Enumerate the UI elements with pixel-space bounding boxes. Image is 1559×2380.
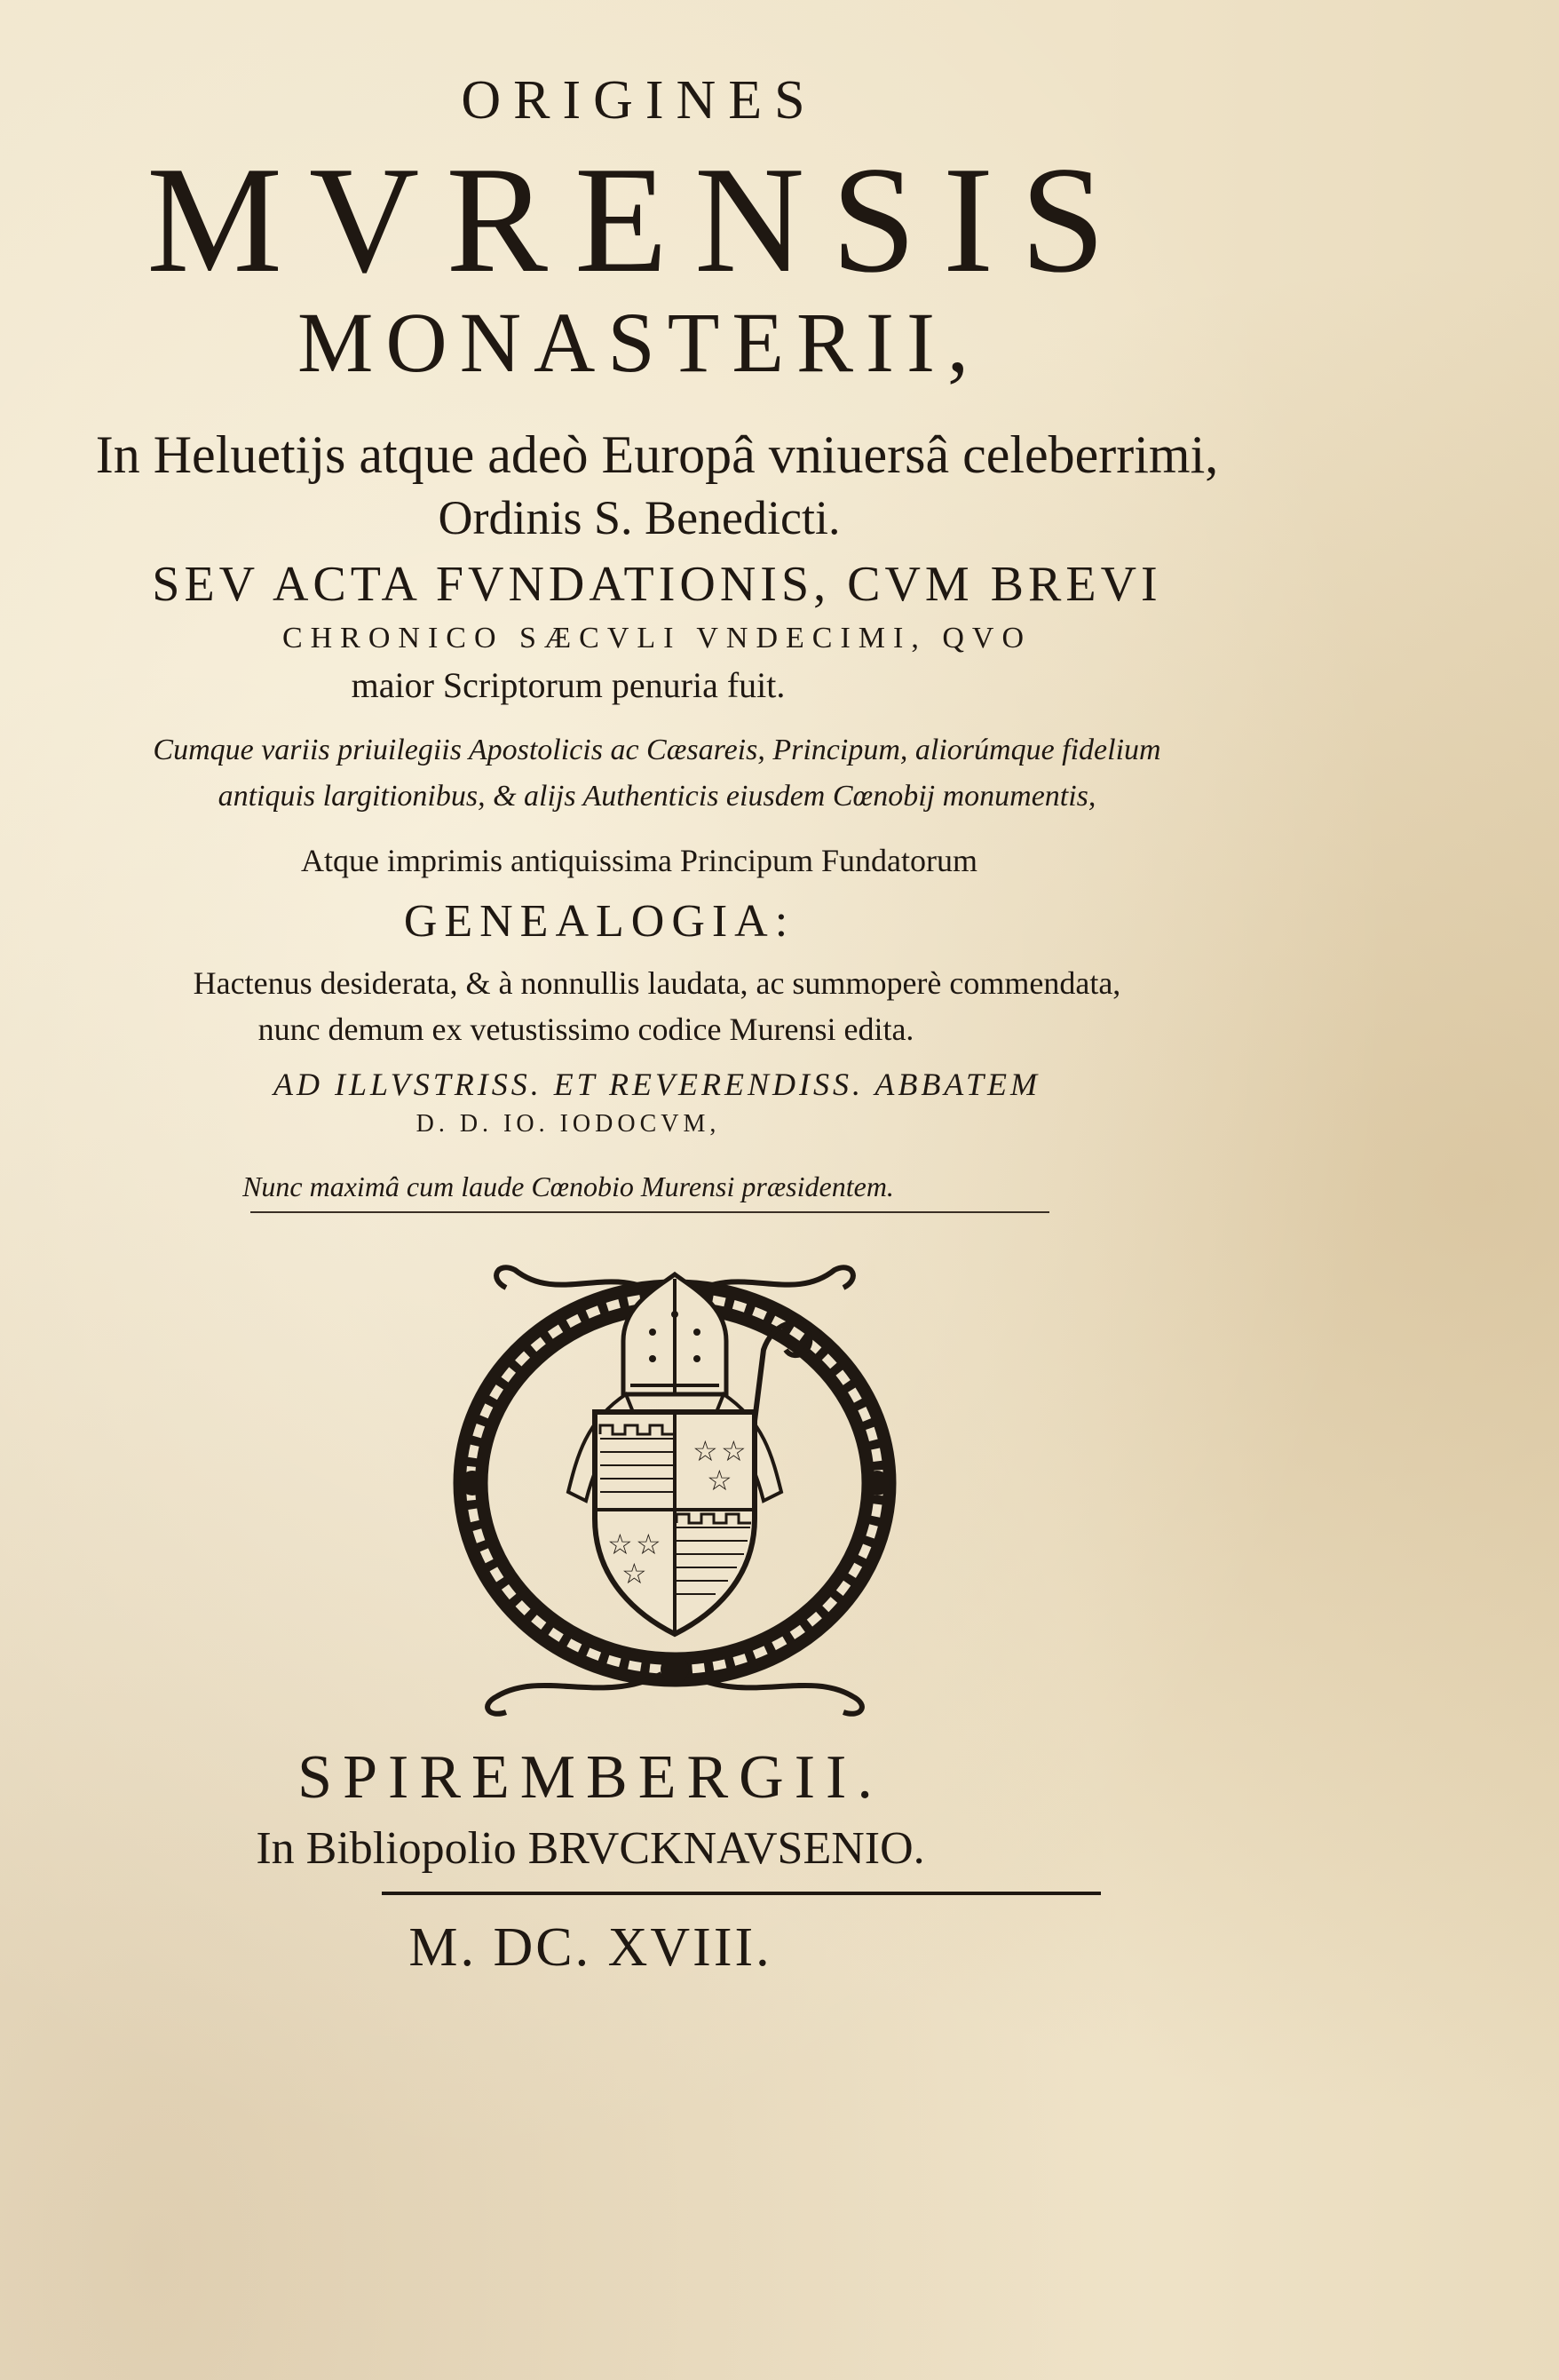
- dedicatee-name: D. D. IO. IODOCVM,: [415, 1110, 721, 1138]
- svg-text:☆: ☆: [707, 1464, 732, 1497]
- imprint-publisher: In Bibliopolio BRVCKNAVSENIO.: [256, 1823, 925, 1874]
- italic-line-privilegiis: Cumque variis priuilegiis Apostolicis ac Cæsareis, Principum, aliorúmque fidelium: [153, 734, 1161, 766]
- svg-text:☆: ☆: [621, 1557, 647, 1591]
- subtitle-maior-scriptorum: maior Scriptorum penuria fuit.: [351, 665, 786, 705]
- imprint-date: M. DC. XVIII.: [408, 1917, 772, 1978]
- title-murensis: MVRENSIS: [146, 136, 1132, 305]
- dedication-line: AD ILLVSTRISS. ET REVERENDISS. ABBATEM: [273, 1067, 1041, 1102]
- imprint-rule: [382, 1892, 1101, 1895]
- svg-text:☆: ☆: [636, 1527, 661, 1561]
- svg-text:☆: ☆: [607, 1527, 633, 1561]
- subtitle-ordinis: Ordinis S. Benedicti.: [438, 491, 841, 544]
- subtitle-chronico: CHRONICO SÆCVLI VNDECIMI, QVO: [281, 622, 1033, 654]
- dedication-underline: [250, 1211, 1049, 1213]
- line-nunc-demum: nunc demum ex vetustissimo codice Murensi edita.: [257, 1012, 914, 1047]
- title-origines: ORIGINES: [461, 70, 818, 131]
- line-imprimis: Atque imprimis antiquissima Principum Fundatorum: [301, 843, 977, 878]
- subtitle-acta-fundationis: SEV ACTA FVNDATIONIS, CVM BREVI: [152, 557, 1162, 612]
- imprint-place: SPIREMBERGII.: [297, 1743, 883, 1812]
- abbatial-coat-of-arms-icon: [391, 1226, 959, 1723]
- subtitle-heluetijs: In Heluetijs atque adeò Europâ vniuersâ celeberrimi,: [95, 425, 1219, 484]
- svg-text:☆: ☆: [721, 1434, 747, 1468]
- title-monasterii: MONASTERII,: [297, 295, 981, 390]
- dedication-praesidentem: Nunc maximâ cum laude Cœnobio Murensi præsidentem.: [242, 1170, 894, 1202]
- italic-line-largitionibus: antiquis largitionibus, & alijs Authenticis eiusdem Cœnobij monumentis,: [218, 780, 1096, 813]
- line-hactenus: Hactenus desiderata, & à nonnullis laudata, ac summoperè commendata,: [193, 965, 1121, 1001]
- svg-text:☆: ☆: [692, 1434, 718, 1468]
- genealogia-heading: GENEALOGIA:: [403, 896, 795, 947]
